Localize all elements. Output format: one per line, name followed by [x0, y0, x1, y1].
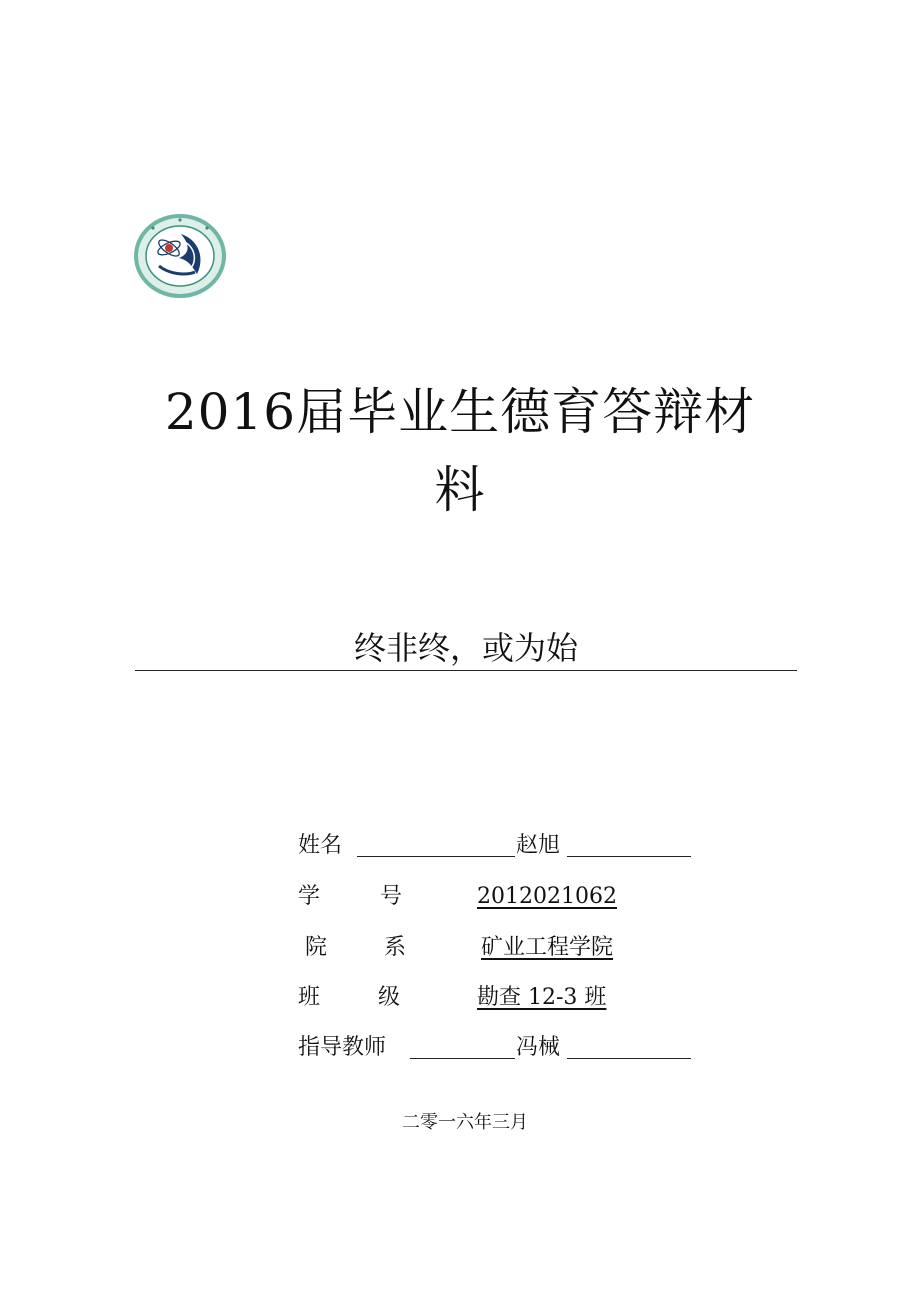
student-id-label-b: 号: [380, 884, 403, 909]
name-blank-after: [567, 856, 691, 857]
name-value: 赵旭: [516, 833, 561, 858]
subtitle: 终非终，或为始: [353, 629, 578, 667]
document-title-line-2: 料: [434, 461, 486, 519]
name-label: 姓名: [298, 833, 343, 858]
advisor-blank-after: [567, 1058, 691, 1059]
student-id-label-a: 学: [298, 884, 321, 909]
department-value: 矿业工程学院: [481, 935, 614, 960]
department-label-b: 系: [384, 935, 407, 960]
class-label-a: 班: [298, 985, 321, 1010]
class-value: 勘查 12-3 班: [477, 985, 607, 1010]
document-date: 二零一六年三月: [402, 1112, 528, 1133]
document-title-line-1: 2016届毕业生德育答辩材: [164, 383, 756, 441]
class-label-b: 级: [378, 985, 401, 1010]
advisor-blank-before: [410, 1058, 515, 1059]
department-label-a: 院: [305, 935, 328, 960]
student-id-value: 2012021062: [477, 884, 617, 909]
university-seal-icon: [133, 214, 227, 298]
subtitle-divider: [135, 670, 797, 671]
advisor-value: 冯械: [516, 1035, 561, 1060]
advisor-label: 指导教师: [298, 1035, 387, 1060]
name-blank-before: [357, 856, 515, 857]
